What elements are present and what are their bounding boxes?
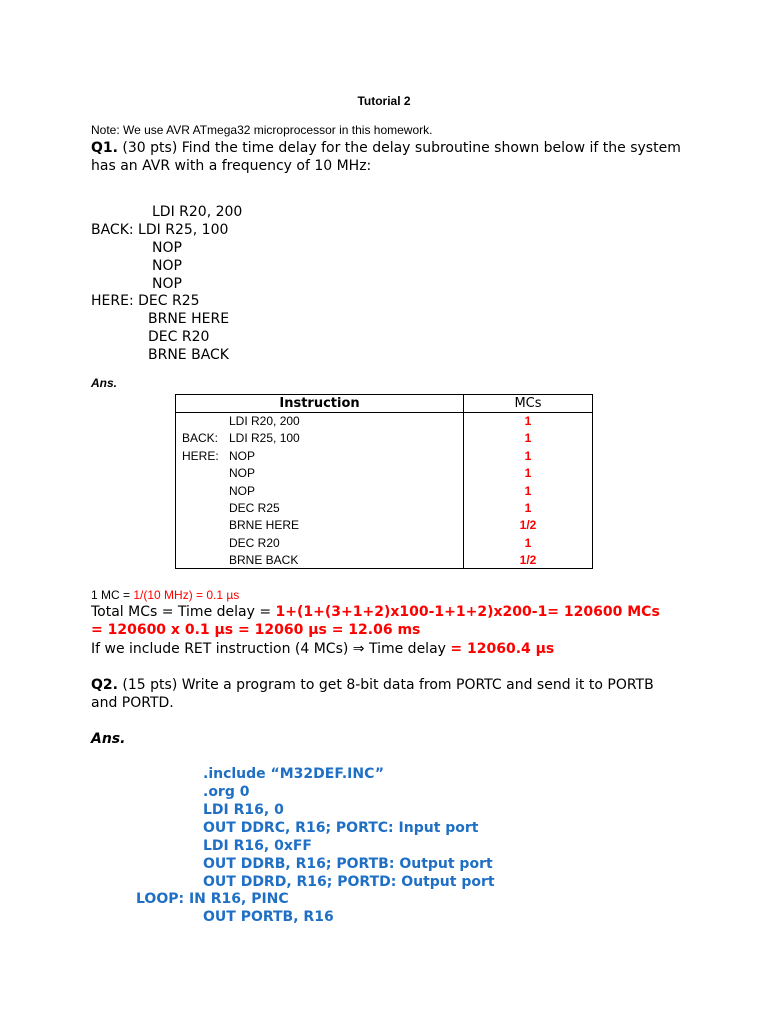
table-row-label: BACK: [182,431,219,445]
mc-definition [91,588,239,602]
code-line: HERE: DEC R25 [91,293,200,309]
code-line: NOP [152,258,182,274]
table-row-instruction: NOP [229,449,256,463]
table-row-mc: 1 [524,501,532,515]
code-line: DEC R20 [148,329,210,345]
mc-prefix: 1 MC = [91,588,134,602]
code-line: NOP [152,240,182,256]
table-row-mc: 1/2 [519,518,537,532]
total-prefix: Total MCs = Time delay = [91,604,276,620]
code-line: BRNE HERE [148,311,230,327]
ret-line [91,641,554,657]
total-value: 1+(1+(3+1+2)x100-1+1+2)x200-1= 120600 MCs [275,604,660,620]
q1-label: Q1. [91,140,118,156]
code-line: BRNE BACK [148,347,229,363]
code-line: LDI R16, 0 [203,802,284,818]
table-row-instruction: BRNE BACK [229,553,299,567]
table-row-label: HERE: [182,449,219,463]
document-title: Tutorial 2 [357,94,411,108]
table-row-mc: 1/2 [519,553,537,567]
note-text: Note: We use AVR ATmega32 microprocessor in this homework. [91,123,433,137]
code-line: OUT DDRD, R16; PORTD: Output port [203,874,495,890]
table-header-instruction: Instruction [279,396,360,411]
ret-prefix: If we include RET instruction (4 MCs) ⇒ Time delay [91,641,451,657]
table-row-instruction: DEC R25 [229,501,280,515]
mc-table [175,394,593,569]
table-row-mc: 1 [524,431,532,445]
total-line-1 [91,604,660,620]
code-line: OUT DDRB, R16; PORTB: Output port [203,856,493,872]
code-line: OUT DDRC, R16; PORTC: Input port [203,820,479,836]
table-row-mc: 1 [524,466,532,480]
table-row-mc: 1 [524,484,532,498]
table-header-mcs: MCs [514,396,542,411]
code-line: .org 0 [203,784,250,800]
q1-line-1 [91,140,681,156]
code-line: LDI R20, 200 [152,204,243,220]
table-row-mc: 1 [524,536,532,550]
total-line-2: = 120600 x 0.1 µs = 12060 µs = 12.06 ms [91,622,421,638]
q2-line-2: and PORTD. [91,695,174,711]
ans2-label: Ans. [91,731,126,747]
q2-line-1 [91,677,654,693]
table-row-instruction: LDI R25, 100 [229,431,300,445]
ret-value: = 12060.4 µs [450,641,555,657]
code-line: BACK: LDI R25, 100 [91,222,229,238]
mc-value: 1/(10 MHz) = 0.1 µs [133,588,240,602]
code-line: LDI R16, 0xFF [203,838,312,854]
table-row-instruction: NOP [229,484,256,498]
ans1-label: Ans. [91,376,118,390]
code-line: OUT PORTB, R16 [203,909,334,925]
q1-text-1: (30 pts) Find the time delay for the delay subroutine shown below if the system [117,140,681,156]
table-row-instruction: DEC R20 [229,536,280,550]
table-row-instruction: NOP [229,466,256,480]
q2-label: Q2. [91,677,118,693]
code-line: NOP [152,276,182,292]
code-line: .include “M32DEF.INC” [203,766,385,782]
table-row-mc: 1 [524,449,532,463]
table-row-instruction: LDI R20, 200 [229,414,300,428]
q2-text-1: (15 pts) Write a program to get 8-bit data from PORTC and send it to PORTB [117,677,654,693]
code-line: LOOP: IN R16, PINC [136,891,289,907]
table-row-instruction: BRNE HERE [229,518,300,532]
q1-line-2: has an AVR with a frequency of 10 MHz: [91,158,372,174]
table-row-mc: 1 [524,414,532,428]
